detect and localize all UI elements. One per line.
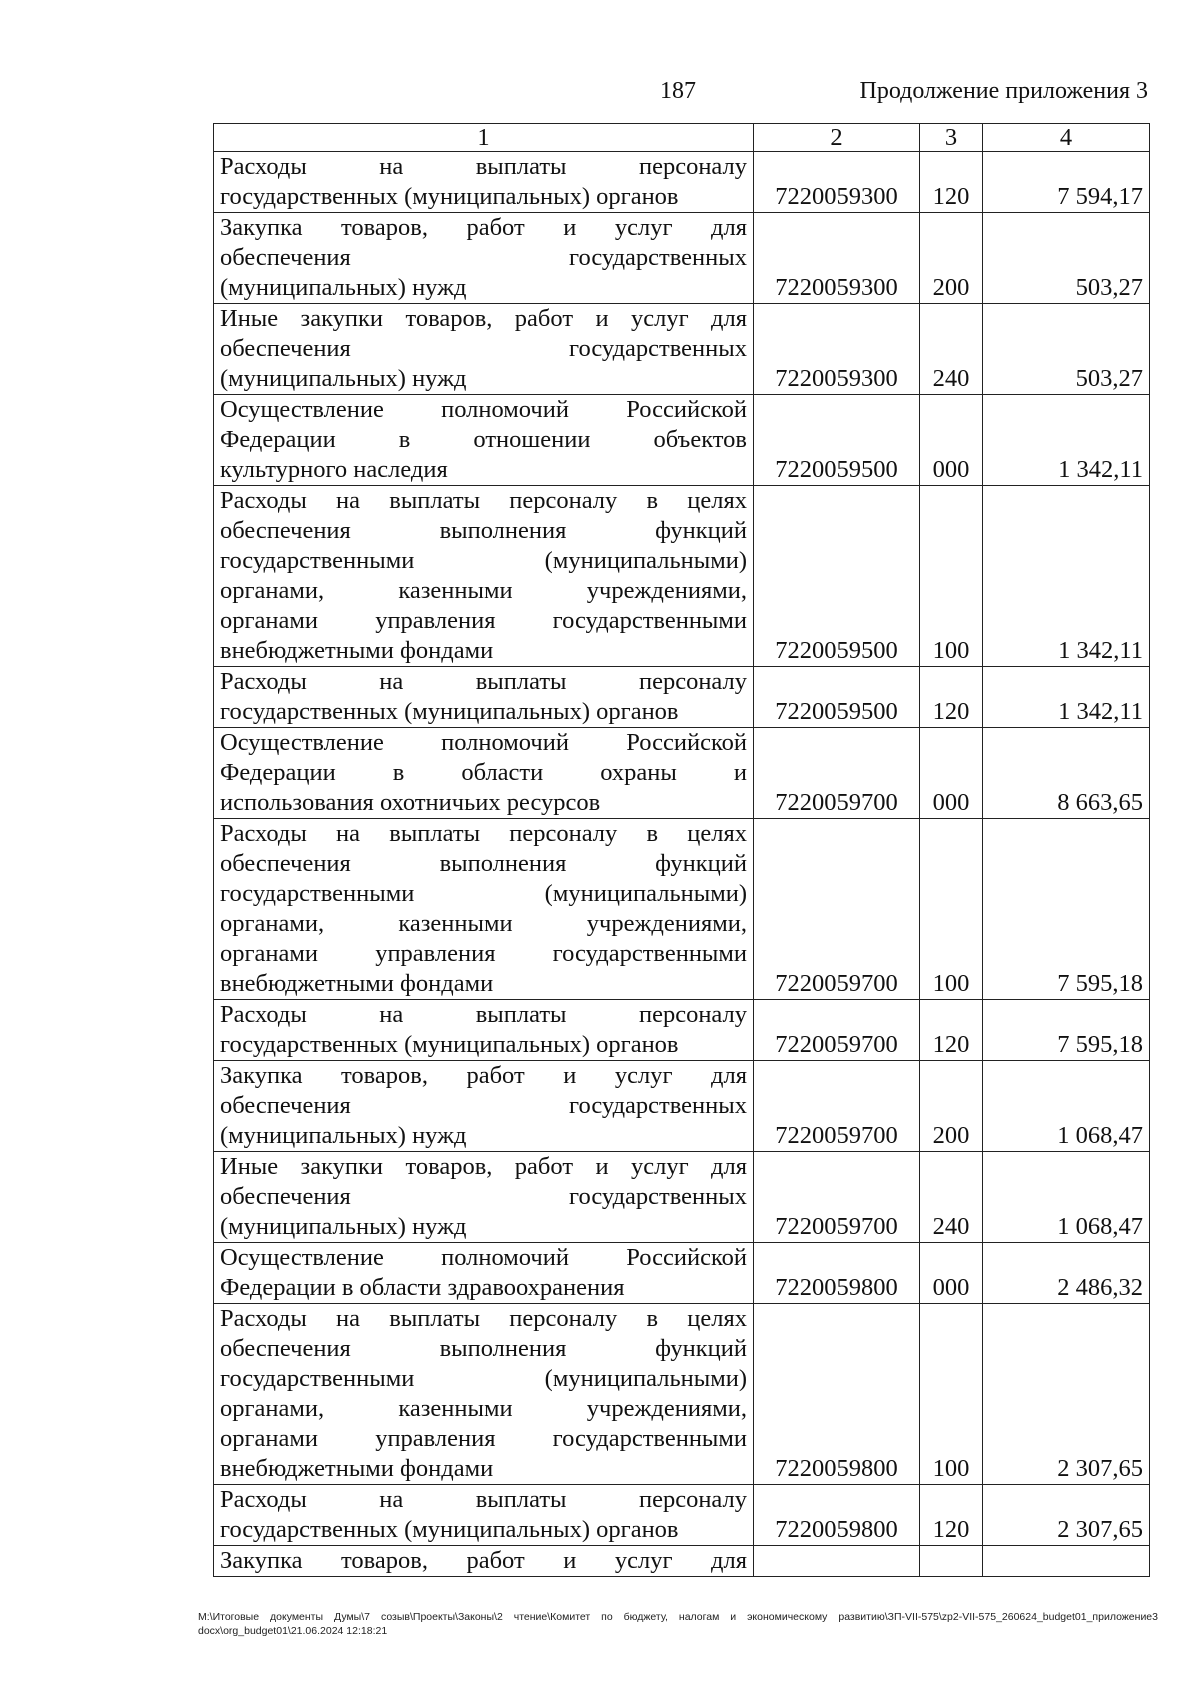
expense-name-line: (муниципальных) нужд [220, 365, 467, 392]
expense-name-line: органами управления государственными [220, 607, 747, 634]
expense-name-line: органами, казенными учреждениями, [220, 1395, 747, 1422]
expense-name-line: (муниципальных) нужд [220, 1122, 467, 1149]
expense-name [214, 486, 754, 667]
expense-name [214, 304, 754, 395]
expense-name [214, 1304, 754, 1485]
expense-name-line: Расходы на выплаты персоналу в целях [220, 820, 747, 847]
sum-cell: 1 342,11 [983, 667, 1150, 728]
table-header-row [214, 124, 1150, 152]
expense-kind-cell [920, 1546, 983, 1577]
document-path-footer: M:\Итоговые документы Думы\7 созыв\Проекты\Законы\2 чтение\Комитет по бюджету, налогам и экономическому развитию\ЗП-VII-575\zp2-VII-575_260624_budget01_приложение3 docx\org_budget01\21.06.2024 12:18:21 [198, 1611, 1158, 1637]
target-code-cell: 7220059800 [754, 1304, 920, 1485]
column-header: 4 [983, 124, 1150, 152]
sum-cell [983, 1546, 1150, 1577]
sum-cell: 7 594,17 [983, 152, 1150, 213]
target-code-cell: 7220059800 [754, 1485, 920, 1546]
expense-kind-cell: 000 [920, 728, 983, 819]
budget-table [213, 123, 1150, 1577]
target-code-cell: 7220059300 [754, 304, 920, 395]
target-code-cell: 7220059700 [754, 1000, 920, 1061]
expense-name-line: государственными (муниципальными) [220, 1365, 747, 1392]
expense-name-line: государственными (муниципальными) [220, 547, 747, 574]
table-row [214, 1061, 1150, 1152]
expense-name-line: государственных (муниципальных) органов [220, 1516, 679, 1543]
target-code-cell: 7220059500 [754, 395, 920, 486]
expense-name-line: внебюджетными фондами [220, 1455, 494, 1482]
expense-name-line: (муниципальных) нужд [220, 274, 467, 301]
expense-name-line: органами, казенными учреждениями, [220, 577, 747, 604]
expense-kind-cell: 200 [920, 213, 983, 304]
sum-cell: 1 068,47 [983, 1061, 1150, 1152]
sum-cell: 7 595,18 [983, 1000, 1150, 1061]
expense-name-line: Иные закупки товаров, работ и услуг для [220, 305, 747, 332]
table-row [214, 1000, 1150, 1061]
expense-name-line: внебюджетными фондами [220, 970, 494, 997]
target-code-cell: 7220059700 [754, 819, 920, 1000]
expense-name-line: использования охотничьих ресурсов [220, 789, 601, 816]
expense-name-line: Расходы на выплаты персоналу в целях [220, 487, 747, 514]
expense-name-line: обеспечения государственных [220, 1092, 747, 1119]
expense-name [214, 1243, 754, 1304]
expense-name-line: обеспечения государственных [220, 335, 747, 362]
expense-kind-cell: 120 [920, 1000, 983, 1061]
target-code-cell: 7220059800 [754, 1243, 920, 1304]
expense-name-line: государственных (муниципальных) органов [220, 183, 679, 210]
expense-name-line: обеспечения выполнения функций [220, 517, 747, 544]
expense-kind-cell: 200 [920, 1061, 983, 1152]
table-row [214, 667, 1150, 728]
expense-name-line: Федерации в области охраны и [220, 759, 747, 786]
sum-cell: 1 068,47 [983, 1152, 1150, 1243]
column-header: 3 [920, 124, 983, 152]
table-row [214, 395, 1150, 486]
expense-name-line: обеспечения выполнения функций [220, 1335, 747, 1362]
target-code-cell: 7220059700 [754, 1152, 920, 1243]
expense-name [214, 1485, 754, 1546]
page-number: 187 [660, 78, 696, 104]
column-header: 2 [754, 124, 920, 152]
expense-name-line: Иные закупки товаров, работ и услуг для [220, 1153, 747, 1180]
expense-name-line: Расходы на выплаты персоналу [220, 668, 747, 695]
sum-cell: 503,27 [983, 304, 1150, 395]
table-row [214, 1243, 1150, 1304]
expense-kind-cell: 240 [920, 1152, 983, 1243]
table-row [214, 1152, 1150, 1243]
table-row [214, 1485, 1150, 1546]
table-row [214, 1304, 1150, 1485]
expense-name-line: государственных (муниципальных) органов [220, 698, 679, 725]
sum-cell: 503,27 [983, 213, 1150, 304]
expense-name-line: Расходы на выплаты персоналу [220, 1486, 747, 1513]
expense-name [214, 395, 754, 486]
expense-name-line: органами, казенными учреждениями, [220, 910, 747, 937]
table-row [214, 304, 1150, 395]
target-code-cell: 7220059700 [754, 728, 920, 819]
expense-name-line: органами управления государственными [220, 1425, 747, 1452]
expense-name-line: (муниципальных) нужд [220, 1213, 467, 1240]
table-row [214, 152, 1150, 213]
expense-name [214, 1000, 754, 1061]
expense-name-line: обеспечения выполнения функций [220, 850, 747, 877]
expense-name-line: Расходы на выплаты персоналу в целях [220, 1305, 747, 1332]
sum-cell: 1 342,11 [983, 395, 1150, 486]
expense-name [214, 667, 754, 728]
target-code-cell: 7220059300 [754, 152, 920, 213]
target-code-cell [754, 1546, 920, 1577]
expense-name [214, 1546, 754, 1577]
expense-name-line: Осуществление полномочий Российской [220, 1244, 747, 1271]
expense-kind-cell: 100 [920, 486, 983, 667]
table-row [214, 728, 1150, 819]
expense-kind-cell: 120 [920, 152, 983, 213]
expense-kind-cell: 100 [920, 1304, 983, 1485]
appendix-continuation-label: Продолжение приложения 3 [859, 78, 1148, 104]
expense-name-line: обеспечения государственных [220, 244, 747, 271]
expense-name [214, 728, 754, 819]
expense-name-line: государственными (муниципальными) [220, 880, 747, 907]
expense-name-line: Федерации в области здравоохранения [220, 1274, 625, 1301]
target-code-cell: 7220059300 [754, 213, 920, 304]
table-row [214, 213, 1150, 304]
target-code-cell: 7220059700 [754, 1061, 920, 1152]
expense-name-line: обеспечения государственных [220, 1183, 747, 1210]
expense-name-line: Федерации в отношении объектов [220, 426, 747, 453]
expense-name-line: культурного наследия [220, 456, 448, 483]
target-code-cell: 7220059500 [754, 486, 920, 667]
table-row [214, 486, 1150, 667]
expense-name-line: Осуществление полномочий Российской [220, 396, 747, 423]
sum-cell: 2 307,65 [983, 1485, 1150, 1546]
expense-name-line: Закупка товаров, работ и услуг для [220, 1547, 747, 1574]
expense-name-line: государственных (муниципальных) органов [220, 1031, 679, 1058]
sum-cell: 2 307,65 [983, 1304, 1150, 1485]
target-code-cell: 7220059500 [754, 667, 920, 728]
expense-name [214, 213, 754, 304]
expense-kind-cell: 120 [920, 1485, 983, 1546]
sum-cell: 7 595,18 [983, 819, 1150, 1000]
expense-kind-cell: 240 [920, 304, 983, 395]
expense-name [214, 1061, 754, 1152]
expense-kind-cell: 000 [920, 1243, 983, 1304]
table-row-cut [214, 1546, 1150, 1577]
table-row [214, 819, 1150, 1000]
expense-kind-cell: 000 [920, 395, 983, 486]
sum-cell: 1 342,11 [983, 486, 1150, 667]
expense-name [214, 819, 754, 1000]
expense-name-line: Расходы на выплаты персоналу [220, 1001, 747, 1028]
expense-name-line: внебюджетными фондами [220, 637, 494, 664]
expense-name [214, 152, 754, 213]
expense-name-line: Закупка товаров, работ и услуг для [220, 1062, 747, 1089]
expense-name [214, 1152, 754, 1243]
expense-name-line: Осуществление полномочий Российской [220, 729, 747, 756]
sum-cell: 8 663,65 [983, 728, 1150, 819]
sum-cell: 2 486,32 [983, 1243, 1150, 1304]
expense-name-line: Расходы на выплаты персоналу [220, 153, 747, 180]
expense-kind-cell: 100 [920, 819, 983, 1000]
expense-name-line: органами управления государственными [220, 940, 747, 967]
expense-kind-cell: 120 [920, 667, 983, 728]
expense-name-line: Закупка товаров, работ и услуг для [220, 214, 747, 241]
column-header: 1 [214, 124, 754, 152]
